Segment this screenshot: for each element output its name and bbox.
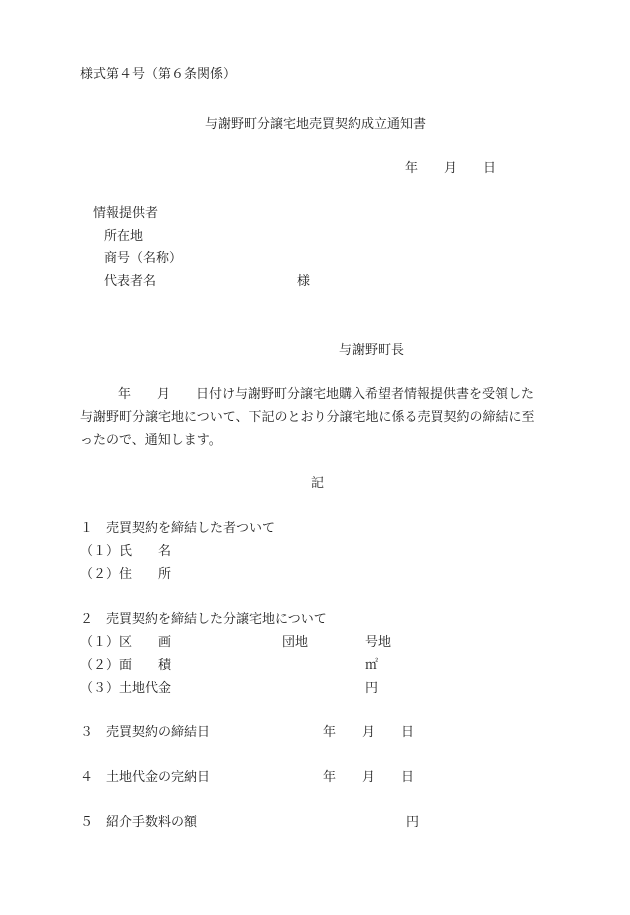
yen-unit: 円 (365, 681, 379, 696)
issue-date: 年 月 日 (405, 161, 497, 176)
area-label: （２）面 積 (80, 658, 172, 673)
payment-date-label: ４ 土地代金の完納日 (80, 770, 211, 785)
area-unit: ㎡ (365, 658, 379, 673)
ki-heading: 記 (311, 476, 325, 491)
section-heading: １ 売買契約を締結した者ついて (80, 521, 276, 536)
trade-name-label: 商号（名称） (104, 251, 183, 266)
recipient-label: 情報提供者 (93, 206, 159, 221)
danchi-label: 団地 (282, 635, 309, 650)
document-title: 与謝野町分譲宅地売買契約成立通知書 (205, 117, 427, 132)
body-line: 年 月 日付け与謝野町分譲宅地購入希望者情報提供書を受領した (118, 387, 535, 402)
body-line: 与謝野町分譲宅地について、下記のとおり分譲宅地に係る売買契約の締結に至 (80, 410, 535, 425)
contract-date: 年 月 日 (323, 725, 415, 740)
form-number: 様式第４号（第６条関係） (80, 67, 237, 82)
contract-date-label: ３ 売買契約の締結日 (80, 725, 211, 740)
payment-date: 年 月 日 (323, 770, 415, 785)
fee-label: ５ 紹介手数料の額 (80, 815, 198, 830)
section-heading: ２ 売買契約を締結した分譲宅地について (80, 612, 327, 627)
gochi-label: 号地 (365, 635, 392, 650)
name-label: （１）氏 名 (80, 544, 172, 559)
sender-name: 与謝野町長 (339, 343, 405, 358)
address-label: 所在地 (104, 229, 144, 244)
honorific: 様 (297, 274, 311, 289)
lot-label: （１）区 画 (80, 635, 172, 650)
representative-label: 代表者名 (104, 274, 157, 289)
yen-unit: 円 (406, 815, 420, 830)
body-line: ったので、通知します。 (80, 433, 222, 448)
residence-label: （２）住 所 (80, 567, 172, 582)
land-price-label: （３）土地代金 (80, 681, 172, 696)
